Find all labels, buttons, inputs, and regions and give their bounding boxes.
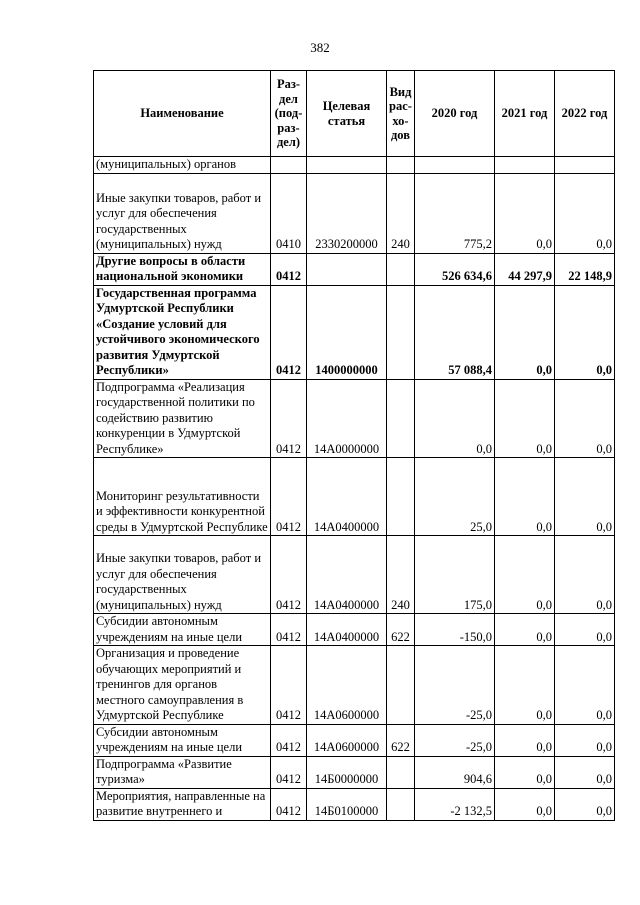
- row-section: 0412: [271, 536, 307, 614]
- row-2020: 25,0: [415, 458, 495, 536]
- table-row: [94, 157, 615, 174]
- row-name: Организация и проведение обучающих мероприятий и тренингов для органов местного самоуправления в Удмуртской Республике: [94, 646, 271, 725]
- row-2021: 44 297,9: [495, 253, 555, 285]
- row-name: Иные закупки товаров, работ и услуг для обеспечения государственных (муниципальных) нужд: [94, 536, 271, 614]
- row-expense-type: [387, 379, 415, 458]
- row-2020: 57 088,4: [415, 285, 495, 379]
- row-expense-type: [387, 458, 415, 536]
- header-section: Раз- дел (под- раз- дел): [271, 71, 307, 157]
- table-body: [94, 157, 615, 821]
- row-2020: 526 634,6: [415, 253, 495, 285]
- row-expense-type: [387, 253, 415, 285]
- row-section: 0410: [271, 173, 307, 253]
- row-2022: 0,0: [555, 724, 615, 756]
- row-expense-type: [387, 646, 415, 725]
- row-2020: -25,0: [415, 724, 495, 756]
- row-2021: 0,0: [495, 379, 555, 458]
- row-target: 14А0000000: [307, 379, 387, 458]
- row-target: 2330200000: [307, 173, 387, 253]
- row-target: 14А0400000: [307, 536, 387, 614]
- row-section: 0412: [271, 756, 307, 788]
- row-section: 0412: [271, 253, 307, 285]
- row-2020: 904,6: [415, 756, 495, 788]
- header-expense-type: Вид рас- хо- дов: [387, 71, 415, 157]
- table-row: [94, 614, 615, 646]
- table-row: [94, 788, 615, 820]
- row-2022: [555, 157, 615, 174]
- row-name: Субсидии автономным учреждениям на иные цели: [94, 724, 271, 756]
- row-name: Субсидии автономным учреждениям на иные цели: [94, 614, 271, 646]
- header-2020: 2020 год: [415, 71, 495, 157]
- row-section: [271, 157, 307, 174]
- row-target: 14Б0100000: [307, 788, 387, 820]
- row-name: Иные закупки товаров, работ и услуг для обеспечения государственных (муниципальных) нужд: [94, 173, 271, 253]
- table-row: [94, 756, 615, 788]
- row-2020: 175,0: [415, 536, 495, 614]
- row-target: 14А0600000: [307, 724, 387, 756]
- budget-table: [93, 70, 615, 821]
- row-expense-type: [387, 157, 415, 174]
- row-section: 0412: [271, 285, 307, 379]
- row-2020: 0,0: [415, 379, 495, 458]
- row-2022: 0,0: [555, 788, 615, 820]
- row-2022: 0,0: [555, 614, 615, 646]
- row-section: 0412: [271, 788, 307, 820]
- row-2021: 0,0: [495, 458, 555, 536]
- row-2021: 0,0: [495, 285, 555, 379]
- row-target: 1400000000: [307, 285, 387, 379]
- row-2020: 775,2: [415, 173, 495, 253]
- row-2022: 0,0: [555, 285, 615, 379]
- row-2020: [415, 157, 495, 174]
- row-name: Мониторинг результативности и эффективности конкурентной среды в Удмуртской Республике: [94, 458, 271, 536]
- row-2022: 0,0: [555, 173, 615, 253]
- row-2020: -150,0: [415, 614, 495, 646]
- row-2022: 0,0: [555, 536, 615, 614]
- row-target: 14А0600000: [307, 646, 387, 725]
- row-expense-type: 240: [387, 173, 415, 253]
- row-name: Мероприятия, направленные на развитие внутреннего и: [94, 788, 271, 820]
- row-2021: 0,0: [495, 724, 555, 756]
- row-target: 14А0400000: [307, 614, 387, 646]
- row-2021: 0,0: [495, 536, 555, 614]
- row-expense-type: 622: [387, 614, 415, 646]
- row-target: [307, 253, 387, 285]
- table-row: [94, 646, 615, 725]
- row-section: 0412: [271, 646, 307, 725]
- header-2021: 2021 год: [495, 71, 555, 157]
- row-name: Государственная программа Удмуртской Республики «Создание условий для устойчивого экономического развития Удмуртской Республики»: [94, 285, 271, 379]
- row-2021: 0,0: [495, 788, 555, 820]
- row-target: 14А0400000: [307, 458, 387, 536]
- header-target: Целевая статья: [307, 71, 387, 157]
- row-section: 0412: [271, 614, 307, 646]
- row-section: 0412: [271, 379, 307, 458]
- row-target: 14Б0000000: [307, 756, 387, 788]
- row-2020: -2 132,5: [415, 788, 495, 820]
- page-number: 382: [310, 40, 330, 55]
- row-expense-type: 240: [387, 536, 415, 614]
- row-2021: 0,0: [495, 614, 555, 646]
- row-2022: 0,0: [555, 756, 615, 788]
- table-row: [94, 379, 615, 458]
- table-header-row: [94, 71, 615, 157]
- row-expense-type: [387, 756, 415, 788]
- header-2022: 2022 год: [555, 71, 615, 157]
- row-expense-type: [387, 285, 415, 379]
- row-target: [307, 157, 387, 174]
- table-row: [94, 458, 615, 536]
- row-section: 0412: [271, 724, 307, 756]
- row-name: Подпрограмма «Развитие туризма»: [94, 756, 271, 788]
- row-2021: 0,0: [495, 173, 555, 253]
- row-section: 0412: [271, 458, 307, 536]
- table-row: [94, 536, 615, 614]
- table-row: [94, 173, 615, 253]
- table-row: [94, 724, 615, 756]
- row-2021: 0,0: [495, 646, 555, 725]
- row-expense-type: 622: [387, 724, 415, 756]
- row-2022: 22 148,9: [555, 253, 615, 285]
- row-name: Другие вопросы в области национальной экономики: [94, 253, 271, 285]
- row-2020: -25,0: [415, 646, 495, 725]
- row-name: Подпрограмма «Реализация государственной политики по содействию развитию конкуренции в Удмуртской Республике»: [94, 379, 271, 458]
- row-expense-type: [387, 788, 415, 820]
- row-name: (муниципальных) органов: [94, 157, 271, 174]
- row-2021: [495, 157, 555, 174]
- row-2022: 0,0: [555, 646, 615, 725]
- row-2022: 0,0: [555, 379, 615, 458]
- table-row: [94, 253, 615, 285]
- table-row: [94, 285, 615, 379]
- row-2022: 0,0: [555, 458, 615, 536]
- header-name: Наименование: [94, 71, 271, 157]
- row-2021: 0,0: [495, 756, 555, 788]
